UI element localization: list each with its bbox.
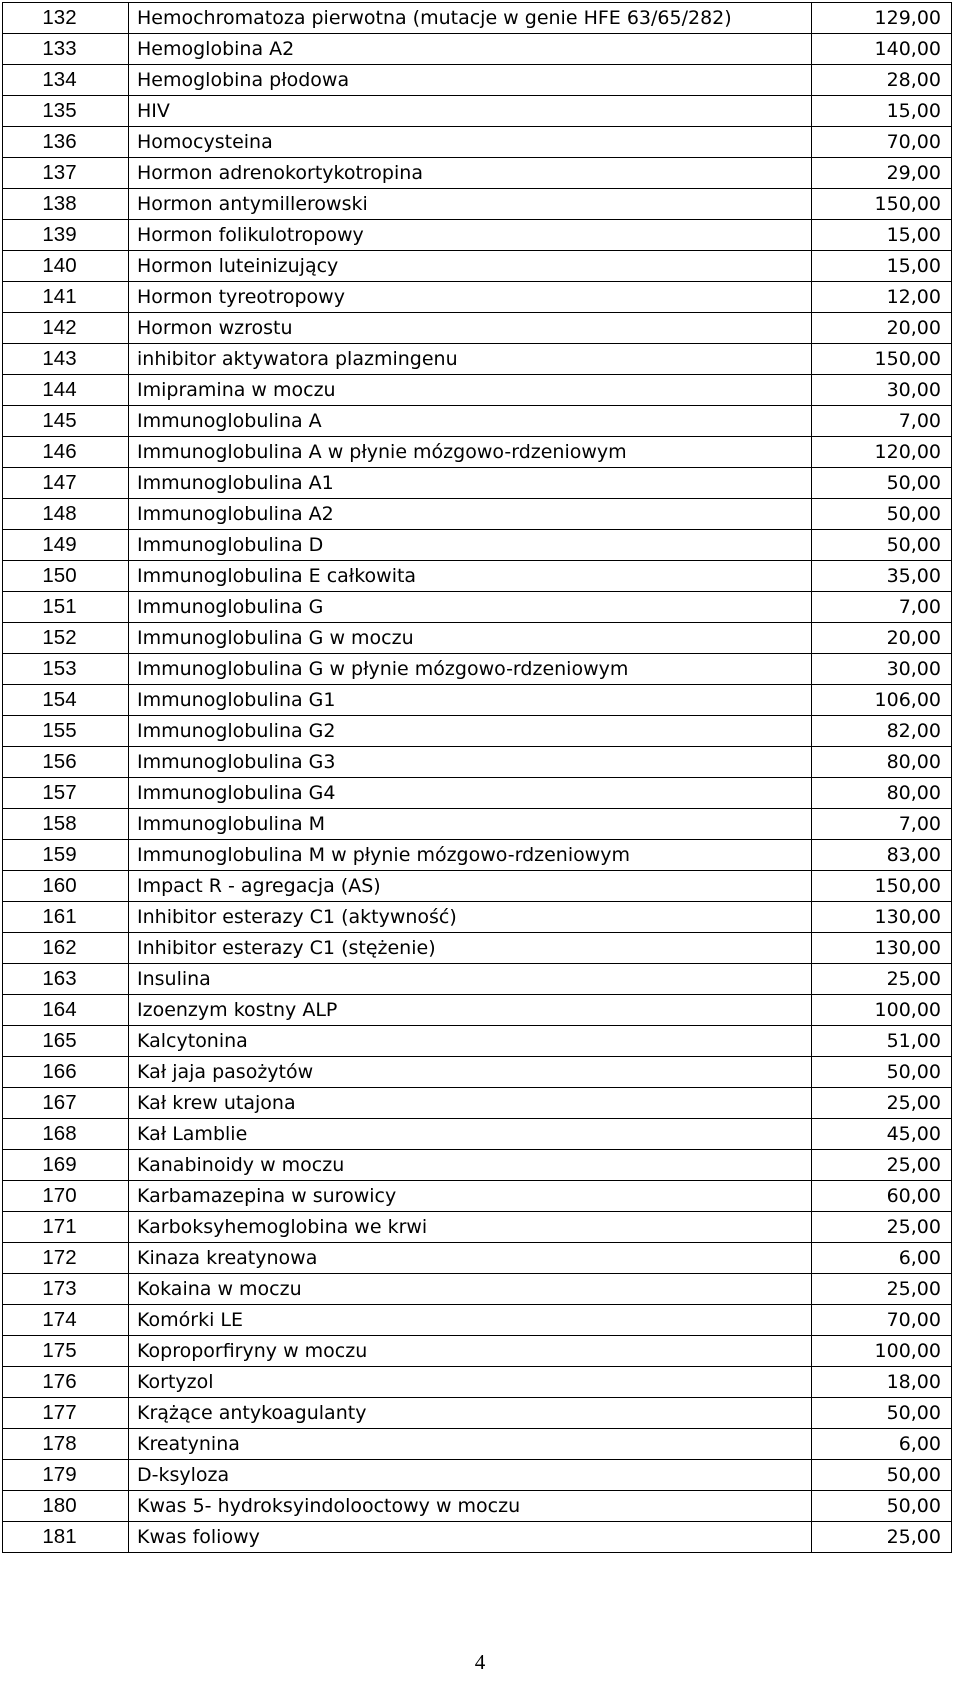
table-row xyxy=(3,871,952,902)
row-number: 142 xyxy=(3,313,129,344)
test-name: Immunoglobulina G w płynie mózgowo-rdzeniowym xyxy=(129,654,812,685)
table-row xyxy=(3,623,952,654)
row-number: 155 xyxy=(3,716,129,747)
table-row xyxy=(3,344,952,375)
test-name: Karbamazepina w surowicy xyxy=(129,1181,812,1212)
test-price: 20,00 xyxy=(812,313,952,344)
table-row xyxy=(3,902,952,933)
test-price: 100,00 xyxy=(812,1336,952,1367)
test-price: 129,00 xyxy=(812,3,952,34)
test-name: Inhibitor esterazy C1 (stężenie) xyxy=(129,933,812,964)
table-row xyxy=(3,1181,952,1212)
test-price: 18,00 xyxy=(812,1367,952,1398)
test-price: 150,00 xyxy=(812,344,952,375)
test-name: Hormon antymillerowski xyxy=(129,189,812,220)
test-price: 7,00 xyxy=(812,592,952,623)
test-price: 45,00 xyxy=(812,1119,952,1150)
test-price: 30,00 xyxy=(812,375,952,406)
test-price: 15,00 xyxy=(812,220,952,251)
test-price: 70,00 xyxy=(812,1305,952,1336)
row-number: 150 xyxy=(3,561,129,592)
test-name: Immunoglobulina M xyxy=(129,809,812,840)
row-number: 132 xyxy=(3,3,129,34)
row-number: 140 xyxy=(3,251,129,282)
test-name: Immunoglobulina A w płynie mózgowo-rdzeniowym xyxy=(129,437,812,468)
row-number: 153 xyxy=(3,654,129,685)
test-price: 35,00 xyxy=(812,561,952,592)
row-number: 160 xyxy=(3,871,129,902)
row-number: 171 xyxy=(3,1212,129,1243)
test-name: Karboksyhemoglobina we krwi xyxy=(129,1212,812,1243)
test-price: 50,00 xyxy=(812,1398,952,1429)
test-name: Immunoglobulina A1 xyxy=(129,468,812,499)
test-price: 50,00 xyxy=(812,1460,952,1491)
test-price: 25,00 xyxy=(812,1274,952,1305)
table-row xyxy=(3,592,952,623)
test-name: Immunoglobulina G4 xyxy=(129,778,812,809)
test-name: Kanabinoidy w moczu xyxy=(129,1150,812,1181)
test-price: 20,00 xyxy=(812,623,952,654)
row-number: 169 xyxy=(3,1150,129,1181)
test-name: Hemoglobina A2 xyxy=(129,34,812,65)
test-name: Kortyzol xyxy=(129,1367,812,1398)
test-name: Hormon wzrostu xyxy=(129,313,812,344)
test-price: 25,00 xyxy=(812,964,952,995)
row-number: 180 xyxy=(3,1491,129,1522)
test-name: Immunoglobulina E całkowita xyxy=(129,561,812,592)
test-price: 50,00 xyxy=(812,1491,952,1522)
table-row xyxy=(3,34,952,65)
test-price: 6,00 xyxy=(812,1429,952,1460)
test-price: 82,00 xyxy=(812,716,952,747)
table-row xyxy=(3,654,952,685)
test-name: Hormon luteinizujący xyxy=(129,251,812,282)
test-price: 140,00 xyxy=(812,34,952,65)
test-name: Imipramina w moczu xyxy=(129,375,812,406)
row-number: 149 xyxy=(3,530,129,561)
table-row xyxy=(3,1212,952,1243)
test-price: 50,00 xyxy=(812,530,952,561)
test-price: 25,00 xyxy=(812,1522,952,1553)
test-name: Immunoglobulina G xyxy=(129,592,812,623)
row-number: 159 xyxy=(3,840,129,871)
table-row xyxy=(3,1305,952,1336)
test-name: D-ksyloza xyxy=(129,1460,812,1491)
test-price: 28,00 xyxy=(812,65,952,96)
table-row xyxy=(3,561,952,592)
row-number: 139 xyxy=(3,220,129,251)
test-name: Impact R - agregacja (AS) xyxy=(129,871,812,902)
table-row xyxy=(3,1398,952,1429)
test-name: Inhibitor esterazy C1 (aktywność) xyxy=(129,902,812,933)
table-row xyxy=(3,158,952,189)
row-number: 165 xyxy=(3,1026,129,1057)
test-price: 6,00 xyxy=(812,1243,952,1274)
row-number: 175 xyxy=(3,1336,129,1367)
test-price: 106,00 xyxy=(812,685,952,716)
test-price: 50,00 xyxy=(812,468,952,499)
test-price: 83,00 xyxy=(812,840,952,871)
row-number: 158 xyxy=(3,809,129,840)
row-number: 144 xyxy=(3,375,129,406)
test-name: Immunoglobulina G1 xyxy=(129,685,812,716)
table-row xyxy=(3,1088,952,1119)
table-row xyxy=(3,1429,952,1460)
row-number: 162 xyxy=(3,933,129,964)
test-price: 120,00 xyxy=(812,437,952,468)
row-number: 174 xyxy=(3,1305,129,1336)
row-number: 168 xyxy=(3,1119,129,1150)
table-row xyxy=(3,1460,952,1491)
row-number: 178 xyxy=(3,1429,129,1460)
price-list-body xyxy=(3,3,952,1553)
table-row xyxy=(3,964,952,995)
table-row xyxy=(3,313,952,344)
test-name: HIV xyxy=(129,96,812,127)
row-number: 170 xyxy=(3,1181,129,1212)
table-row xyxy=(3,747,952,778)
table-row xyxy=(3,1274,952,1305)
page-number: 4 xyxy=(474,1650,486,1674)
row-number: 179 xyxy=(3,1460,129,1491)
test-price: 70,00 xyxy=(812,127,952,158)
row-number: 157 xyxy=(3,778,129,809)
row-number: 154 xyxy=(3,685,129,716)
test-name: Immunoglobulina G3 xyxy=(129,747,812,778)
table-row xyxy=(3,933,952,964)
table-row xyxy=(3,375,952,406)
test-name: Hormon folikulotropowy xyxy=(129,220,812,251)
test-name: Immunoglobulina D xyxy=(129,530,812,561)
test-price: 51,00 xyxy=(812,1026,952,1057)
test-name: inhibitor aktywatora plazmingenu xyxy=(129,344,812,375)
table-row xyxy=(3,1057,952,1088)
table-row xyxy=(3,468,952,499)
row-number: 151 xyxy=(3,592,129,623)
table-row xyxy=(3,1243,952,1274)
table-row xyxy=(3,437,952,468)
row-number: 138 xyxy=(3,189,129,220)
test-name: Hormon adrenokortykotropina xyxy=(129,158,812,189)
row-number: 143 xyxy=(3,344,129,375)
test-price: 15,00 xyxy=(812,251,952,282)
table-row xyxy=(3,251,952,282)
test-name: Kał krew utajona xyxy=(129,1088,812,1119)
row-number: 176 xyxy=(3,1367,129,1398)
row-number: 136 xyxy=(3,127,129,158)
table-row xyxy=(3,189,952,220)
test-price: 29,00 xyxy=(812,158,952,189)
table-row xyxy=(3,282,952,313)
table-row xyxy=(3,840,952,871)
test-price: 50,00 xyxy=(812,1057,952,1088)
row-number: 163 xyxy=(3,964,129,995)
table-row xyxy=(3,96,952,127)
test-name: Kwas foliowy xyxy=(129,1522,812,1553)
row-number: 166 xyxy=(3,1057,129,1088)
test-price: 80,00 xyxy=(812,778,952,809)
test-name: Kreatynina xyxy=(129,1429,812,1460)
test-name: Kokaina w moczu xyxy=(129,1274,812,1305)
test-price: 100,00 xyxy=(812,995,952,1026)
table-row xyxy=(3,1119,952,1150)
table-row xyxy=(3,778,952,809)
test-name: Kał jaja pasożytów xyxy=(129,1057,812,1088)
row-number: 167 xyxy=(3,1088,129,1119)
table-row xyxy=(3,1150,952,1181)
test-price: 25,00 xyxy=(812,1212,952,1243)
test-price: 30,00 xyxy=(812,654,952,685)
table-row xyxy=(3,1522,952,1553)
row-number: 133 xyxy=(3,34,129,65)
row-number: 161 xyxy=(3,902,129,933)
table-row xyxy=(3,127,952,158)
test-price: 25,00 xyxy=(812,1088,952,1119)
table-row xyxy=(3,809,952,840)
test-name: Izoenzym kostny ALP xyxy=(129,995,812,1026)
table-row xyxy=(3,65,952,96)
table-row xyxy=(3,406,952,437)
row-number: 173 xyxy=(3,1274,129,1305)
test-name: Kalcytonina xyxy=(129,1026,812,1057)
test-name: Homocysteina xyxy=(129,127,812,158)
table-row xyxy=(3,1026,952,1057)
test-name: Immunoglobulina G2 xyxy=(129,716,812,747)
test-name: Immunoglobulina M w płynie mózgowo-rdzeniowym xyxy=(129,840,812,871)
table-row xyxy=(3,1491,952,1522)
test-price: 12,00 xyxy=(812,282,952,313)
row-number: 145 xyxy=(3,406,129,437)
row-number: 141 xyxy=(3,282,129,313)
row-number: 152 xyxy=(3,623,129,654)
test-price: 130,00 xyxy=(812,933,952,964)
test-price: 50,00 xyxy=(812,499,952,530)
test-name: Kwas 5- hydroksyindolooctowy w moczu xyxy=(129,1491,812,1522)
row-number: 147 xyxy=(3,468,129,499)
test-name: Hormon tyreotropowy xyxy=(129,282,812,313)
test-price: 15,00 xyxy=(812,96,952,127)
test-name: Kał Lamblie xyxy=(129,1119,812,1150)
test-price: 130,00 xyxy=(812,902,952,933)
test-name: Hemoglobina płodowa xyxy=(129,65,812,96)
test-name: Immunoglobulina A2 xyxy=(129,499,812,530)
test-name: Insulina xyxy=(129,964,812,995)
test-name: Immunoglobulina A xyxy=(129,406,812,437)
test-price: 80,00 xyxy=(812,747,952,778)
test-price: 150,00 xyxy=(812,871,952,902)
table-row xyxy=(3,499,952,530)
table-row xyxy=(3,1336,952,1367)
test-price: 60,00 xyxy=(812,1181,952,1212)
row-number: 137 xyxy=(3,158,129,189)
test-name: Komórki LE xyxy=(129,1305,812,1336)
row-number: 146 xyxy=(3,437,129,468)
test-price: 25,00 xyxy=(812,1150,952,1181)
table-row xyxy=(3,716,952,747)
row-number: 156 xyxy=(3,747,129,778)
test-name: Krążące antykoagulanty xyxy=(129,1398,812,1429)
test-name: Immunoglobulina G w moczu xyxy=(129,623,812,654)
test-name: Koproporfiryny w moczu xyxy=(129,1336,812,1367)
test-name: Kinaza kreatynowa xyxy=(129,1243,812,1274)
row-number: 135 xyxy=(3,96,129,127)
row-number: 148 xyxy=(3,499,129,530)
table-row xyxy=(3,220,952,251)
price-list-table xyxy=(2,2,952,1553)
row-number: 181 xyxy=(3,1522,129,1553)
test-price: 7,00 xyxy=(812,406,952,437)
test-name: Hemochromatoza pierwotna (mutacje w genie HFE 63/65/282) xyxy=(129,3,812,34)
row-number: 172 xyxy=(3,1243,129,1274)
table-row xyxy=(3,1367,952,1398)
row-number: 177 xyxy=(3,1398,129,1429)
table-row xyxy=(3,685,952,716)
table-row xyxy=(3,995,952,1026)
test-price: 7,00 xyxy=(812,809,952,840)
row-number: 134 xyxy=(3,65,129,96)
row-number: 164 xyxy=(3,995,129,1026)
table-row xyxy=(3,530,952,561)
table-row xyxy=(3,3,952,34)
test-price: 150,00 xyxy=(812,189,952,220)
